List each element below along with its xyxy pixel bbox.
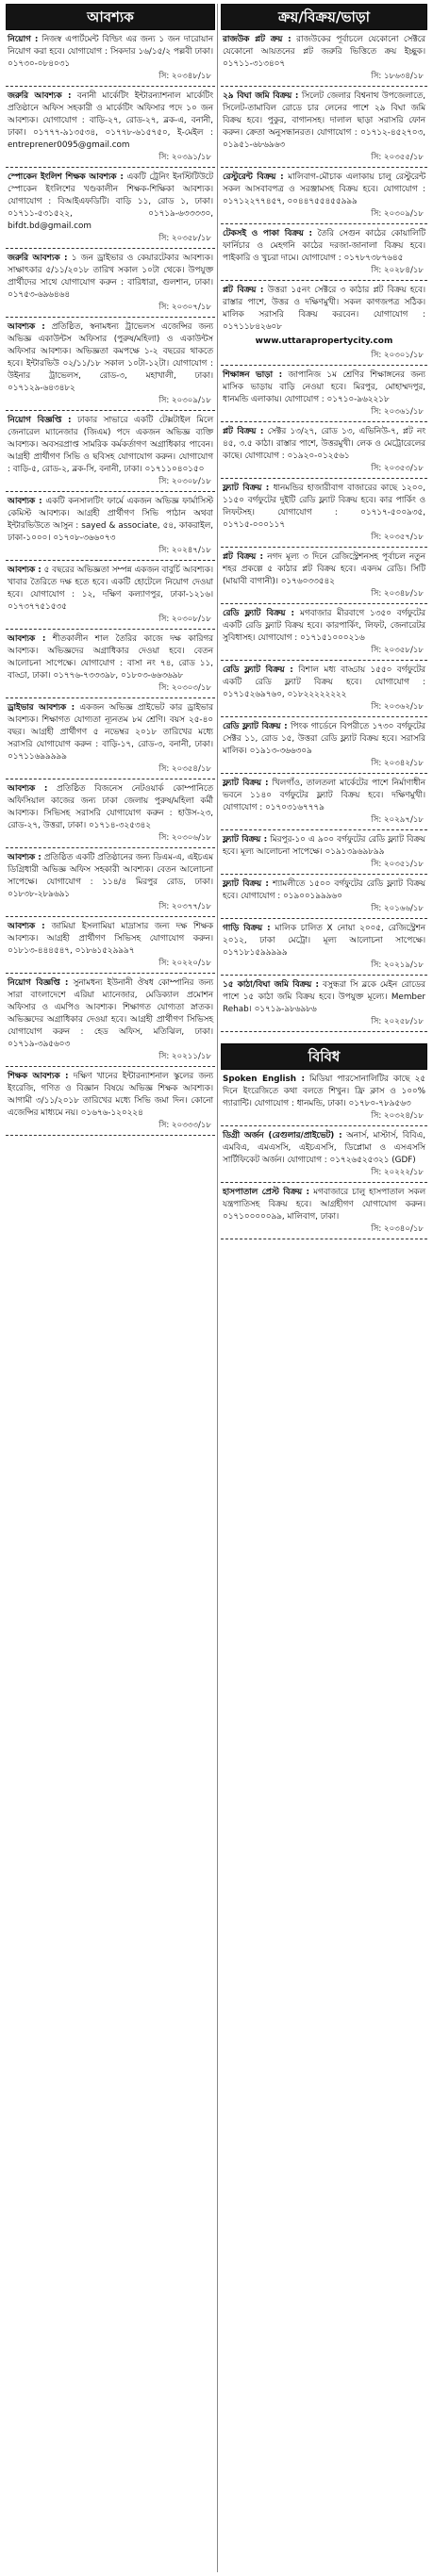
ad-heading: Spoken English : bbox=[223, 1075, 305, 1084]
ad-text bbox=[223, 721, 425, 758]
ad-heading: ফ্ল্যাট বিক্রয় : bbox=[223, 484, 270, 493]
ad-heading: স্পোকেন ইংলিশ শিক্ষক আবশ্যক : bbox=[8, 172, 124, 182]
classified-ad bbox=[221, 976, 427, 1032]
ad-heading: প্লট বিক্রয় : bbox=[223, 552, 264, 562]
ad-text bbox=[223, 834, 425, 859]
classified-ad bbox=[221, 919, 427, 976]
ad-body: ১ জন ড্রাইভার ও কেয়ারটেকার আবশ্যক। সাক্ষাৎকার ৫/১১/২০১৮ তারিখ সকাল ১০টা থেকে। উপযুক্ত প্রার্থীদের সাথে যোগাযোগ করুন : বারিধারা, গুলশান, ঢাকা। ০১৭৫৩-৬৯৬৪৬৪ bbox=[8, 254, 213, 300]
ad-heading: আবশ্যক : bbox=[8, 634, 46, 644]
ad-body: তৈরি সেগুন কাঠের কোয়ালিটি ফার্নিচার ও মেহগনি কাঠের দরজা-জানালা বিক্রয় হবে। পাইকারি ও খুচরা দামে। যোগাযোগ : ০১৭৮৭৩৮৭৬৪৫ bbox=[223, 229, 425, 263]
ad-code: সি: ২০৩০৯/১৮ bbox=[158, 396, 211, 405]
ad-code: সি: ২০৩০৬/১৮ bbox=[158, 833, 211, 843]
ad-text bbox=[223, 90, 425, 152]
classified-ad bbox=[221, 479, 427, 548]
ad-body: বিশাল মধ্য বাড্ডায় ১৫৫০ বর্গফুটের একটি রেডি ফ্ল্যাট বিক্রয় হবে। যোগাযোগ : ০১৭১৫২৬৯৭৬০, ০১৮২২২২২২২২ bbox=[223, 665, 426, 699]
ad-body: জাপানিজ ১ম শ্রেণির শিক্ষাঙ্গনের জন্য মাসিক ভাড়ায় বাড়ি নেওয়া হবে। মিরপুর, মোহাম্মদপুর, ধানমন্ডি এলাকায়। যোগাযোগ : ০১৭১০-৯৬২২১৮ bbox=[223, 370, 425, 404]
ad-code: সি: ২০৩০৮/১৮ bbox=[158, 615, 211, 624]
ad-heading: ড্রাইভার আবশ্যক : bbox=[8, 703, 75, 713]
ad-text bbox=[223, 1074, 425, 1110]
ad-heading: আবশ্যক : bbox=[8, 566, 42, 575]
ad-text bbox=[8, 321, 213, 395]
right-ads-list bbox=[221, 30, 427, 1032]
ad-code: সি: ২০৩৪২/১৮ bbox=[371, 759, 424, 768]
ad-text bbox=[8, 852, 213, 901]
ad-code: সি: ২০৩০৩/১৮ bbox=[158, 683, 211, 693]
classified-ad bbox=[221, 548, 427, 604]
ad-heading: ২৯ বিঘা জমি বিক্রয় : bbox=[223, 91, 299, 101]
ad-code: সি: ২০৩২৪/১৮ bbox=[371, 1111, 424, 1121]
right-column bbox=[221, 4, 427, 2576]
classified-ad bbox=[6, 630, 215, 698]
classified-ad bbox=[221, 875, 427, 919]
classified-ad bbox=[221, 1126, 427, 1183]
ad-code: সি: ২০৩৫১/১৮ bbox=[371, 860, 424, 869]
classified-ad bbox=[6, 411, 215, 492]
ad-body: ঢাকার সাভারে একটি টেক্সটাইল মিলে জেনারেল ম্যানেজার (জিএম) পদে একজন অভিজ্ঞ ব্যক্তি আবশ্যক। অবসরপ্রাপ্ত সামরিক কর্মকর্তাগণ অগ্রাধিকার পাবেন। আগ্রহী প্রার্থীগণ সিভি ও ছবিসহ যোগাযোগ করুন। যোগাযোগ : বাড়ি-৫, রোড-২, ব্লক-সি, বনানী, ঢাকা। ০১৭১১০৪০১৫০ bbox=[8, 416, 214, 474]
section-banner-kroy-bikroy: ক্রয়/বিক্রয়/ভাড়া bbox=[221, 4, 427, 30]
ad-text bbox=[223, 1187, 425, 1223]
ad-code: সি: ২০৩০৮/১৮ bbox=[158, 477, 211, 486]
classified-ad bbox=[6, 698, 215, 779]
ad-heading: প্লট বিক্রয় : bbox=[223, 286, 264, 295]
ad-code: সি: ২০৩০৯/১৮ bbox=[371, 209, 424, 219]
ad-heading: নিয়োগ বিজ্ঞপ্তি : bbox=[8, 416, 72, 425]
ad-code: সি: ২০৩৫৮/১৮ bbox=[371, 646, 424, 655]
ad-text bbox=[223, 778, 425, 814]
ad-heading: হাসপাতাল প্রেস্ট বিক্রয় : bbox=[223, 1188, 309, 1197]
ad-text bbox=[8, 977, 213, 1051]
classified-ad bbox=[6, 917, 215, 974]
misc-ads-list bbox=[221, 1070, 427, 1239]
ad-code: সি: ২০৩৫৫/১৮ bbox=[371, 153, 424, 162]
ad-code: সি: ২০৩৯১/১৮ bbox=[158, 153, 211, 162]
ad-code: সি: ২০২১১/১৮ bbox=[158, 1052, 211, 1061]
ad-heading: আবশ্যক : bbox=[8, 922, 45, 931]
classified-ad bbox=[6, 318, 215, 411]
classified-ad bbox=[6, 492, 215, 561]
ad-body: নিজস্ব এপার্টমেন্ট বিল্ডিং এর জন্য ১ জন দারোয়ান নিয়োগ করা হবে। যোগাযোগ : সিকদার ১৬/১৫/২ পল্লবী ঢাকা। ০১৭৩০-০৮৪০৩১ bbox=[8, 35, 213, 69]
ad-text bbox=[223, 369, 425, 406]
ad-text bbox=[8, 702, 213, 763]
ad-heading: ফ্ল্যাট বিক্রয় : bbox=[223, 779, 269, 788]
ad-body: মালিক চালিত X নোয়া ২০০৫, রেজিস্ট্রেশন ২০১২, ঢাকা মেট্রো। মূল্য আলোচনা সাপেক্ষে। ০১৭১৮১৫৯৯৯৯৯ bbox=[223, 924, 425, 958]
ad-body: রাজউকের পূর্বাচলে যেকোনো সেক্টরে যেকোনো আয়তনের প্লট জরুরি ভিত্তিতে ক্রয় ইচ্ছুক। ০১৭১১-৩১৩৪০৭ bbox=[223, 35, 425, 69]
ad-heading: নিয়োগ : bbox=[8, 35, 39, 44]
ad-text bbox=[8, 921, 213, 958]
ad-heading: গাড়ি বিক্রয় : bbox=[223, 924, 271, 933]
ad-text bbox=[8, 415, 213, 476]
ad-code: সি: ২০২৫৮/১৮ bbox=[371, 1017, 424, 1026]
ad-code: সি: ২০২৮৪/১৮ bbox=[371, 266, 424, 275]
ad-body: মিডিয়া পারসোনালিটির কাছে ২৫ দিনে ইংরেজিতে কথা বলতে শিখুন। ফ্রি ক্লাস ও ১০০% গ্যারান্টি। যোগাযোগ : ধানমন্ডি, ঢাকা। ০১৭৮০-৭৮৯৫৬৩ bbox=[223, 1075, 426, 1108]
ad-body: সুনামধন্য ইউনানী ঔষধ কোম্পানির জন্য সারা বাংলাদেশে এরিয়া ম্যানেজার, মেডিক্যাল প্রমোশন অফিসার ও এমপিও আবশ্যক। শিক্ষাগত যোগ্যতা স্নাতক। অভিজ্ঞদের অগ্রাধিকার দেওয়া হবে। আগ্রহী প্রার্থীগণ সিভিসহ যোগাযোগ করুন : হেড অফিস, মতিঝিল, ঢাকা। ০১৭১৯-৩৯৫৬০৩ bbox=[8, 978, 213, 1049]
ad-heading: ডিগ্রী অর্জন (রেগুলার/প্রাইভেট) : bbox=[223, 1131, 342, 1140]
ad-heading: রেস্টুরেন্ট বিক্রয় : bbox=[223, 172, 284, 182]
ad-code: সি: ২০৩৫৮/১৮ bbox=[158, 234, 211, 243]
ad-text bbox=[8, 633, 213, 682]
ad-text bbox=[223, 483, 425, 532]
ad-code: সি: ২০৩৭৭/১৮ bbox=[158, 902, 211, 911]
ad-text bbox=[8, 565, 213, 614]
ad-body: মগবাজারে চালু হাসপাতাল সকল যন্ত্রপাতিসহ বিক্রয় হবে। আগ্রহীগণ যোগাযোগ করুন। ০১৭১০০০০০৯৯, মালিবাগ, ঢাকা। bbox=[223, 1188, 426, 1222]
ad-heading: আবশ্যক : bbox=[8, 322, 45, 332]
section-banner-abashyak: আবশ্যক bbox=[6, 4, 215, 30]
ad-code: সি: ২০৩০১/১৮ bbox=[371, 351, 424, 360]
classified-ad bbox=[221, 168, 427, 224]
ad-heading: ফ্ল্যাট বিক্রয় : bbox=[223, 835, 268, 845]
ad-body: খিলগাঁও, তালতলা মার্কেটের পাশে নির্মাণাধীন ভবনে ১১৪০ বর্গফুটের ফ্ল্যাট বিক্রয় হবে। দক্ষিণমুখী। যোগাযোগ : ০১৭০৩১৬৭৭৭৯ bbox=[223, 779, 425, 812]
ad-text bbox=[8, 496, 213, 545]
ad-body: ধানমন্ডির হাজারীবাগ বাজারের কাছে ১২০০, ১১৫০ বর্গফুটের দুইটি রেডি ফ্ল্যাট বিক্রয় হবে। কার পার্কিং ও লিফটসহ। যোগাযোগ : ০১৭১৭-৫০০৯৩৫, ০১৭১৫-০০০১১৭ bbox=[223, 484, 425, 530]
ad-heading: জরুরি আবশ্যক : bbox=[8, 254, 68, 263]
ad-text bbox=[8, 34, 213, 71]
ad-text bbox=[8, 90, 213, 152]
ad-text bbox=[223, 665, 425, 701]
classified-ad bbox=[221, 87, 427, 168]
column-divider bbox=[217, 4, 218, 2572]
classified-ad bbox=[6, 779, 215, 848]
ad-heading: আবশ্যক : bbox=[8, 853, 42, 862]
ad-body: একটি ট্রেনিং ইনস্টিটিউটে স্পোকেন ইংলিশের খণ্ডকালীন শিক্ষক-শিক্ষিকা আবশ্যক। যোগাযোগ : বিআইএফডিটি। বাড়ি ১১, রোড ১, ঢাকা। ০১৭১১-৫৩১৫২২, ০১৭১৯-৬৩৩৩৩০, bifdt.bd@gmail.com bbox=[8, 172, 213, 231]
classified-ad bbox=[6, 974, 215, 1067]
ad-code: সি: ২০৩৪৮/১৮ bbox=[158, 72, 211, 81]
classified-ad bbox=[221, 717, 427, 774]
ad-body: উত্তরা ১৫নং সেক্টরে ৩ কাঠার প্লট বিক্রয় হবে। রাস্তার পাশে, উত্তর ও দক্ষিণমুখী। সকল কাগজপত্র সঠিক। মালিক সরাসরি বিক্রয় করবেন। যোগাযোগ : ০১৭১১৮৪২৬০৮ bbox=[223, 286, 426, 332]
section-gap bbox=[221, 1032, 427, 1043]
classified-ad bbox=[6, 249, 215, 318]
ad-body: নগদ মূল্য ৩ দিনে রেজিস্ট্রেশনসহ পূর্বাচল নতুন শহর প্রকল্পে ৫ কাঠার প্লট বিক্রয় হবে। একদম রেডি। সিটি (মায়াবী বাগানী)। ০১৭৬০৩৩৫৪২ bbox=[223, 552, 425, 586]
classified-ad bbox=[6, 168, 215, 249]
ad-heading: রেডি ফ্ল্যাট বিক্রয় : bbox=[223, 609, 295, 618]
ad-code: সি: ২০৩৫৩/১৮ bbox=[371, 464, 424, 473]
ad-heading: টেকসই ও পাকা বিক্রয় : bbox=[223, 229, 313, 238]
ad-code: সি: ২০২৪৭/১৮ bbox=[158, 546, 211, 555]
left-column bbox=[6, 4, 215, 2576]
ad-body: মগবাজার মীরবাগে ১৩৫০ বর্গফুটের একটি রেডি ফ্ল্যাট বিক্রয় হবে। কারপার্কিং, লিফট, জেনারেটর সুবিধাসহ। যোগাযোগ : ০১৭১৫১০০০২১৬ bbox=[223, 609, 425, 643]
ad-code: সি: ২০৩০৭/১৮ bbox=[158, 303, 211, 312]
ad-body: একটি কনসালটিং ফার্মে একজন অভিজ্ঞ ফার্মাসিস্ট কেমিস্ট আবশ্যক। আগ্রহী প্রার্থীগণ সিভি পাঠান অথবা ইন্টারভিউতে আসুন : sayed & associate, ৫৪, কাকরাইল, ঢাকা-১০০০। ০১৭০৮-৩৬৬০৭৩ bbox=[8, 497, 213, 543]
ad-body: প্রতিষ্ঠিত একটি প্রতিষ্ঠানের জন্য ডিএম-এ, এইচএম ডিগ্রিধারী অভিজ্ঞ অফিস সহকারী আবশ্যক। বেতন আলোচনা সাপেক্ষে। যোগাযোগ : ১১৪/৪ মিরপুর রোড, ঢাকা। ০১৮৩৮-২৮৯৬৯১ bbox=[8, 853, 213, 899]
classified-ad bbox=[221, 30, 427, 87]
section-banner-bibidh: বিবিধ bbox=[221, 1043, 427, 1070]
ad-heading: শিক্ষাঙ্গন ভাড়া : bbox=[223, 370, 283, 380]
ad-body: অনার্স, মাস্টার্স, বিবিএ, এমবিএ, এমএসসি, এইচএসসি, ডিপ্লোমা ও এসএসসি সার্টিফিকেট অর্জন। যোগাযোগ : ০১৭২৬৫২৫৩২১ (GDF) bbox=[223, 1131, 426, 1165]
classified-ad bbox=[221, 281, 427, 366]
ad-text bbox=[8, 172, 213, 233]
ad-heading: জরুরি আবশ্যক : bbox=[8, 91, 72, 101]
ad-text bbox=[223, 172, 425, 208]
ad-text bbox=[223, 34, 425, 71]
ad-body: বসুন্ধরা সি ব্লকে মেইন রোডের পাশে ১৫ কাঠা জমি বিক্রয় হবে। উপযুক্ত মূল্যে। Member Rehab। ০১৭১৯-৯৮৬৯৮৬ bbox=[223, 980, 426, 1014]
ad-code: সি: ২০৩৫৭/১৮ bbox=[371, 533, 424, 542]
ad-body: সিলেট জেলার বিশ্বনাথ উপজেলাতে, সিলেট-তামাবিল রোডে চার লেনের পাশে ২৯ বিঘা জমি বিক্রয় হবে। পুকুর, বাগানসহ। দালাল ছাড়া সরাসরি ফোন করুন। ক্রেতা অনুসন্ধানরত। যোগাযোগ : ০১৭১২-৪৫২৭০৩, ০১৯৫১-৬৮৬৯৬৩ bbox=[223, 91, 426, 150]
ad-body: মিরপুর-১০ এ ৯০০ বর্গফুটের রেডি ফ্ল্যাট বিক্রয় হবে। মূল্য আলোচনা সাপেক্ষে। ০১৯১৩৯৬৯৮৯৯ bbox=[223, 835, 425, 857]
ad-website[interactable]: www.uttarapropertycity.com bbox=[255, 336, 393, 346]
ad-body: ৫ বছরের অভিজ্ঞতা সম্পন্ন একজন বাবুর্চি আবশ্যক। খাবার তৈরিতে দক্ষ হতে হবে। একটি হোটেলে নিয়োগ দেওয়া হবে। যোগাযোগ : ১২, দক্ষিণ কল্যাণপুর, ঢাকা-১২১৬। ০১৭৩৭৭৫১৫৩৫ bbox=[8, 566, 214, 612]
ad-heading: শিক্ষক আবশ্যক : bbox=[8, 1072, 69, 1081]
classified-ad bbox=[221, 774, 427, 830]
ad-heading: রাজউক প্লট ক্রয় : bbox=[223, 35, 291, 44]
ad-heading: নিয়োগ বিজ্ঞপ্তি : bbox=[8, 978, 69, 988]
classified-ad bbox=[6, 87, 215, 168]
ad-text bbox=[223, 1130, 425, 1167]
ad-body: একজন অভিজ্ঞ প্রাইভেট কার ড্রাইভার আবশ্যক। শিক্ষাগত যোগ্যতা ন্যূনতম ৮ম শ্রেণি। বয়স ২৫-৪০ বছর। আগ্রহী প্রার্থীগণ ৫ নভেম্বর ২০১৮ তারিখের মধ্যে সরাসরি যোগাযোগ করুন : বাড়ি-১৭, রোড-৩, বনানী, ঢাকা। ০১৭১১৬৯৯৯৯৯ bbox=[8, 703, 213, 762]
classified-ad bbox=[6, 561, 215, 630]
ad-code: সি: ২০৩৩৩/১৮ bbox=[158, 1121, 211, 1130]
ad-text bbox=[8, 253, 213, 302]
ad-heading: ১৫ কাঠা/বিঘা জমি বিক্রয় : bbox=[223, 980, 319, 990]
ad-heading: রেডি ফ্ল্যাট বিক্রয় : bbox=[223, 665, 293, 675]
ad-code: সি: ২০৩৬১/১৮ bbox=[371, 407, 424, 417]
ad-body: সেক্টর ১৩/২৭, রোড ১৩, এভিনিউ-৭, প্লট নং ৪৫, ৩.৫ কাঠা। রাস্তার পাশে, উত্তরমুখী। লেক ও মেট্রোরেলের কাছে। যোগাযোগ : ০১৯২০-০১২৫৬১ bbox=[223, 427, 426, 461]
classified-ad bbox=[221, 422, 427, 479]
ad-body: শীতকালীন শাল তৈরির কাজে দক্ষ কারিগর আবশ্যক। অভিজ্ঞদের অগ্রাধিকার দেওয়া হবে। বেতন আলোচনা সাপেক্ষে। যোগাযোগ : বাসা নং ৭৪, রোড ১১, বাড্ডা, ঢাকা। ০১৭৭৬-৭৩৩৩৯৮, ০১৮০৩-৬৬৩৬৯৮ bbox=[8, 634, 213, 681]
ad-code: সি: ২০২২২/১৮ bbox=[371, 1168, 424, 1177]
classified-ad bbox=[221, 830, 427, 875]
ad-body: প্রতিষ্ঠিত, স্বনামধন্য ট্রাভেলস এজেন্সির জন্য অভিজ্ঞ একাউন্টস অফিসার (পুরুষ/মহিলা) ও একাউন্টস অফিসার আবশ্যক। অভিজ্ঞতা কমপক্ষে ১-২ বছরের থাকতে হবে। ইন্টারভিউ ০২/১১/১৮ সকাল ১০টা-১২টা। যোগাযোগ : উইনার ট্রাভেলস, রোড-৩, মহাখালী, ঢাকা। ০১৭১২৯-৬৪৩৪৮২ bbox=[8, 322, 213, 393]
ad-text bbox=[223, 979, 425, 1016]
ad-text bbox=[223, 285, 425, 334]
ad-heading: আবশ্যক : bbox=[8, 497, 42, 506]
ad-text bbox=[223, 608, 425, 645]
ad-code: সি: ২০২২০/১৮ bbox=[158, 959, 211, 968]
classified-ad bbox=[221, 1183, 427, 1239]
ad-body: প্রতিষ্ঠিত বিজনেস নেটওয়ার্ক কোম্পানিতে অফিসিয়াল কাজের জন্য ঢাকা জেলায় পুরুষ/মহিলা কর্মী আবশ্যক। সিভিসহ সরাসরি যোগাযোগ করুন : হাউস-২৩, রোড-২৭, উত্তরা, ঢাকা। ০১৭১৪-৩২৫৩৪২ bbox=[8, 784, 214, 830]
ad-code: সি: ১৮৬৩৪/১৮ bbox=[371, 72, 424, 81]
ad-body: বনানী মার্কেটিং ইন্টারন্যাশনাল মার্কেটিং প্রতিষ্ঠানে অফিস সহকারী ও মার্কেটিং অফিসার পদে ১০ জন আবশ্যক। যোগাযোগ : বাড়ি-২৭, রোড-২৭, ব্লক-এ, বনানী, ঢাকা। ০১৭৭৭-৯১৩৫৩৪, ০১৭৭৮-৬১৫৭৫০, ই-মেইল : entreprener0095@gmail.com bbox=[8, 91, 214, 150]
ad-code: সি: ২০২১৯/১৮ bbox=[371, 960, 424, 970]
classified-ad bbox=[221, 1070, 427, 1126]
ad-text bbox=[223, 878, 425, 903]
classified-ad bbox=[221, 224, 427, 281]
ad-code: সি: ২০৩৫৪/১৮ bbox=[158, 764, 211, 774]
classified-ad bbox=[6, 30, 215, 87]
ad-text bbox=[223, 923, 425, 960]
ad-heading: ফ্ল্যাট বিক্রয় : bbox=[223, 879, 269, 889]
left-ads-list bbox=[6, 30, 215, 1136]
classified-ad bbox=[221, 366, 427, 422]
ad-code: সি: ২০৩৬২/১৮ bbox=[371, 702, 424, 712]
ad-body: পিংক গার্ডেনে বিপরীতে ১৭৩০ বর্গফুটের সেক্টর ১১, রোড ১৫, উত্তরা রেডি ফ্ল্যাট বিক্রয় হবে। সরাসরি মালিক। ০১৯১৩-৩৬৬৩০৯ bbox=[223, 722, 425, 756]
classified-ad bbox=[6, 1067, 215, 1136]
ad-code: সি: ২০৩৪৮/১৮ bbox=[371, 589, 424, 599]
ad-text bbox=[8, 1071, 213, 1120]
ad-text bbox=[223, 551, 425, 588]
ad-body: শ্যামলীতে ১৫০০ বর্গফুটের রেডি ফ্ল্যাট বিক্রয় হবে। যোগাযোগ : ০১৯০০১৯৯৯৬০ bbox=[223, 879, 425, 901]
ad-text bbox=[8, 783, 213, 832]
ad-body: দক্ষিণ খানের ইন্টারন্যাশনাল স্কুলের জন্য ইংরেজি, গণিত ও বিজ্ঞান বিষয়ে অভিজ্ঞ শিক্ষক আবশ্যক। আগামী ৩/১১/২০১৮ তারিখের মধ্যে সিভি জমা দিন। কোনো এজেন্সির মাধ্যমে নয়। ০১৬৭৬-১২০২২৪ bbox=[8, 1072, 213, 1118]
ad-heading: আবশ্যক : bbox=[8, 784, 48, 794]
ad-code: সি: ২০৩৪০/১৮ bbox=[371, 1224, 424, 1234]
classified-ad bbox=[221, 604, 427, 661]
ad-heading: প্লট বিক্রয় : bbox=[223, 427, 264, 436]
ad-body: মালিবাগ-মৌচাক এলাকায় চালু রেস্টুরেন্ট সকল আসবাবপত্র ও সরঞ্জামসহ বিক্রয় হবে। যোগাযোগ : ০১৭১২২৭৭৪৫৭, ০০৪৪৭৫৫৪৫৫৯৯৯ bbox=[223, 172, 426, 206]
ad-text bbox=[223, 228, 425, 265]
classified-ad bbox=[6, 848, 215, 917]
ad-code: সি: ২০১৬৬/১৮ bbox=[371, 904, 424, 913]
classified-ad bbox=[221, 661, 427, 717]
ad-text bbox=[223, 426, 425, 463]
ad-heading: রেডি ফ্ল্যাট বিক্রয় : bbox=[223, 722, 288, 731]
ad-body: জামিয়া ইসলামিয়া মাদ্রাসার জন্য দক্ষ শিক্ষক আবশ্যক। আগ্রহী প্রার্থীগণ সিভিসহ যোগাযোগ করুন। ০১৮১৩-৪৪৪৫৪৭, ০১৮৬১৫২৯৯৯৭ bbox=[8, 922, 214, 956]
ad-code: সি: ২০২৯৭/১৮ bbox=[371, 815, 424, 825]
